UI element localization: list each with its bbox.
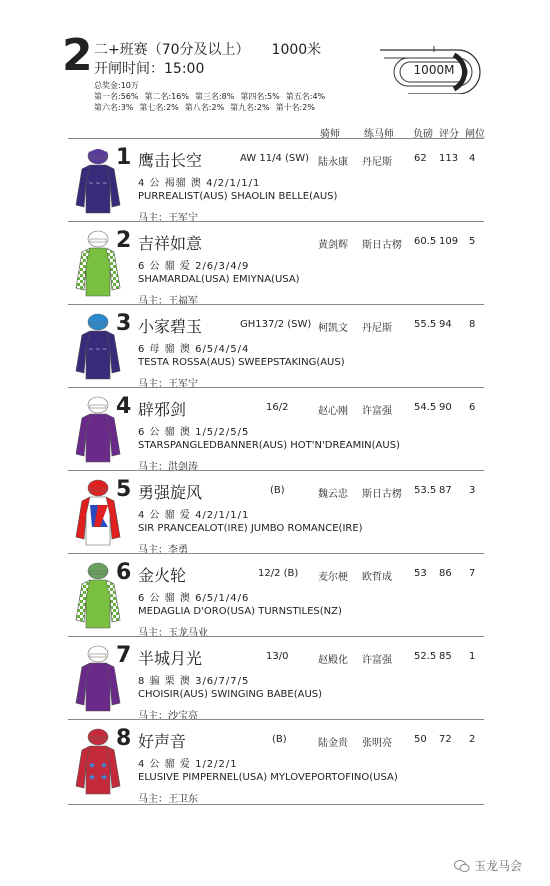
prize-5: 第五名:4% [285, 92, 326, 101]
horse-name: 小家碧玉 [138, 317, 203, 336]
jockey-name: 魏云忠 [318, 489, 348, 500]
trainer-name: 丹尼斯 [362, 157, 392, 168]
horse-row [68, 636, 484, 722]
weight-value: 54.5 [414, 402, 437, 413]
col-rating: 评分 [439, 129, 459, 140]
svg-text:★: ★ [88, 761, 97, 771]
horse-row [68, 470, 484, 556]
race-number: 2 [62, 30, 93, 81]
jockey-name: 黄剑辉 [318, 240, 348, 251]
horse-name: 勇强旋风 [138, 483, 203, 502]
horse-form-note: 16/2 [266, 402, 289, 413]
prize-2: 第二名:16% [144, 92, 189, 101]
jockey-name: 陆永康 [318, 157, 348, 168]
draw-value: 8 [469, 319, 476, 330]
weight-value: 50 [414, 734, 427, 745]
horse-breeding: MEDAGLIA D'ORO(USA) TURNSTILES(NZ) [138, 606, 342, 617]
horse-name: 好声音 [138, 732, 187, 751]
horse-form-note: (B) [270, 485, 285, 496]
weight-value: 53 [414, 568, 427, 579]
draw-value: 3 [469, 485, 476, 496]
horse-detail: 4 公 骝 爱 1/2/2/1 [138, 759, 238, 770]
svg-text:★: ★ [100, 761, 109, 771]
weight-value: 60.5 [414, 236, 437, 247]
horse-breeding: CHOISIR(AUS) SWINGING BABE(AUS) [138, 689, 323, 700]
jockey-name: 赵心刚 [318, 406, 348, 417]
horse-detail: 6 公 骝 澳 6/5/1/4/6 [138, 593, 250, 604]
prize-9: 第九名:2% [230, 103, 270, 112]
horse-owner: 马主：沙宝亮 [138, 711, 198, 722]
prize-6: 第六名:3% [94, 103, 134, 112]
horse-number: 3 [116, 311, 132, 336]
horse-number: 4 [116, 394, 132, 419]
horse-form-note: 12/2 (B) [258, 568, 299, 579]
horse-owner: 马主：王福军 [138, 296, 198, 307]
trainer-name: 斯日古楞 [362, 489, 402, 500]
horse-row [68, 221, 484, 307]
trainer-name: 许富强 [362, 655, 392, 666]
horse-breeding: PURREALIST(AUS) SHAOLIN BELLE(AUS) [138, 191, 338, 202]
horse-name: 金火轮 [138, 566, 187, 585]
race-class: 二+班赛（70分及以上） [94, 42, 250, 58]
horse-name: 吉祥如意 [138, 234, 203, 253]
col-trainer: 练马师 [364, 129, 394, 140]
horse-row [68, 138, 484, 224]
weight-value: 62 [414, 153, 427, 164]
col-weight: 负磅 [413, 129, 433, 140]
draw-value: 7 [469, 568, 476, 579]
horse-breeding: SIR PRANCEALOT(IRE) JUMBO ROMANCE(IRE) [138, 523, 363, 534]
col-jockey: 骑师 [320, 129, 340, 140]
horse-row [68, 719, 484, 805]
draw-value: 6 [469, 402, 476, 413]
horse-detail: 8 骟 栗 澳 3/6/7/7/5 [138, 676, 250, 687]
wechat-icon [454, 859, 470, 873]
prize-1: 第一名:56% [94, 92, 139, 101]
prize-breakdown-row-2 [94, 102, 321, 113]
jockey-name: 柯凯文 [318, 323, 348, 334]
horse-name: 半城月光 [138, 649, 203, 668]
draw-value: 4 [469, 153, 476, 164]
horse-number: 2 [116, 228, 132, 253]
horse-owner: 马主：王军宁 [138, 379, 198, 390]
svg-text:★: ★ [88, 773, 97, 783]
draw-value: 1 [469, 651, 476, 662]
rating-value: 109 [439, 236, 459, 247]
horse-number: 6 [116, 560, 132, 585]
weight-value: 55.5 [414, 319, 437, 330]
horse-form-note: AW 11/4 (SW) [240, 153, 310, 164]
weight-value: 53.5 [414, 485, 437, 496]
jockey-name: 赵殿化 [318, 655, 348, 666]
svg-text:~ ~ ~: ~ ~ ~ [88, 346, 108, 353]
trainer-name: 斯日古楞 [362, 240, 402, 251]
rating-value: 87 [439, 485, 452, 496]
rating-value: 113 [439, 153, 459, 164]
prize-8: 第八名:2% [184, 103, 225, 112]
weight-value: 52.5 [414, 651, 437, 662]
horse-owner: 马主：玉龙马业 [138, 628, 208, 639]
trainer-name: 张明亮 [362, 738, 392, 749]
race-distance: 1000米 [271, 42, 322, 58]
table-bottom-rule [68, 804, 484, 805]
rating-value: 85 [439, 651, 452, 662]
horse-name: 辟邪剑 [138, 400, 187, 419]
svg-text:★: ★ [100, 773, 109, 783]
jockey-name: 麦尔梗 [318, 572, 348, 583]
horse-row [68, 387, 484, 473]
horse-detail: 4 公 骝 爱 4/2/1/1/1 [138, 510, 250, 521]
trainer-name: 丹尼斯 [362, 323, 392, 334]
horse-detail: 6 公 骝 爱 2/6/3/4/9 [138, 261, 250, 272]
prize-4: 第四名:5% [240, 92, 280, 101]
prize-10: 第十名:2% [275, 103, 315, 112]
draw-value: 2 [469, 734, 476, 745]
jockey-name: 陆金贵 [318, 738, 348, 749]
footer-label: 玉龙马会 [474, 859, 523, 873]
prize-breakdown-row-1 [94, 91, 331, 102]
horse-breeding: STARSPANGLEDBANNER(AUS) HOT'N'DREAMIN(AUS) [138, 440, 400, 451]
horse-number: 1 [116, 145, 132, 170]
horse-owner: 马主：王卫东 [138, 794, 198, 805]
rating-value: 86 [439, 568, 452, 579]
horse-number: 8 [116, 726, 132, 751]
trainer-name: 欧哲成 [362, 572, 392, 583]
horse-owner: 马主：李勇 [138, 545, 188, 556]
race-title-line [94, 39, 321, 59]
trainer-name: 许富强 [362, 406, 392, 417]
horse-number: 7 [116, 643, 132, 668]
race-start-time: 开闸时间：15:00 [94, 61, 205, 77]
horse-breeding: SHAMARDAL(USA) EMIYNA(USA) [138, 274, 300, 285]
horse-form-note: (B) [272, 734, 287, 745]
draw-value: 5 [469, 236, 476, 247]
footer-watermark [454, 857, 522, 874]
horse-detail: 6 母 骝 澳 6/5/4/5/4 [138, 344, 250, 355]
horse-name: 鹰击长空 [138, 151, 203, 170]
horse-owner: 马主：王军宁 [138, 213, 198, 224]
horse-detail: 4 公 褐骝 澳 4/2/1/1/1 [138, 178, 261, 189]
horse-form-note: GH137/2 (SW) [240, 319, 312, 330]
rating-value: 94 [439, 319, 452, 330]
svg-text:~ ~ ~: ~ ~ ~ [88, 180, 108, 187]
prize-7: 第七名:2% [139, 103, 179, 112]
track-diagram [378, 46, 484, 94]
horse-breeding: ELUSIVE PIMPERNEL(USA) MYLOVEPORTOFINO(USA) [138, 772, 398, 783]
col-draw: 闸位 [465, 129, 485, 140]
horse-breeding: TESTA ROSSA(AUS) SWEEPSTAKING(AUS) [138, 357, 345, 368]
horse-detail: 6 公 骝 澳 1/5/2/5/5 [138, 427, 250, 438]
prize-3: 第三名:8% [194, 92, 235, 101]
horse-row [68, 553, 484, 639]
rating-value: 72 [439, 734, 452, 745]
horse-form-note: 13/0 [266, 651, 289, 662]
horse-number: 5 [116, 477, 132, 502]
track-distance-label: 1000M [413, 63, 455, 77]
race-purse: 总奖金:10万 [94, 81, 139, 90]
horse-row [68, 304, 484, 390]
rating-value: 90 [439, 402, 452, 413]
horse-owner: 马主：洪剑涛 [138, 462, 198, 473]
